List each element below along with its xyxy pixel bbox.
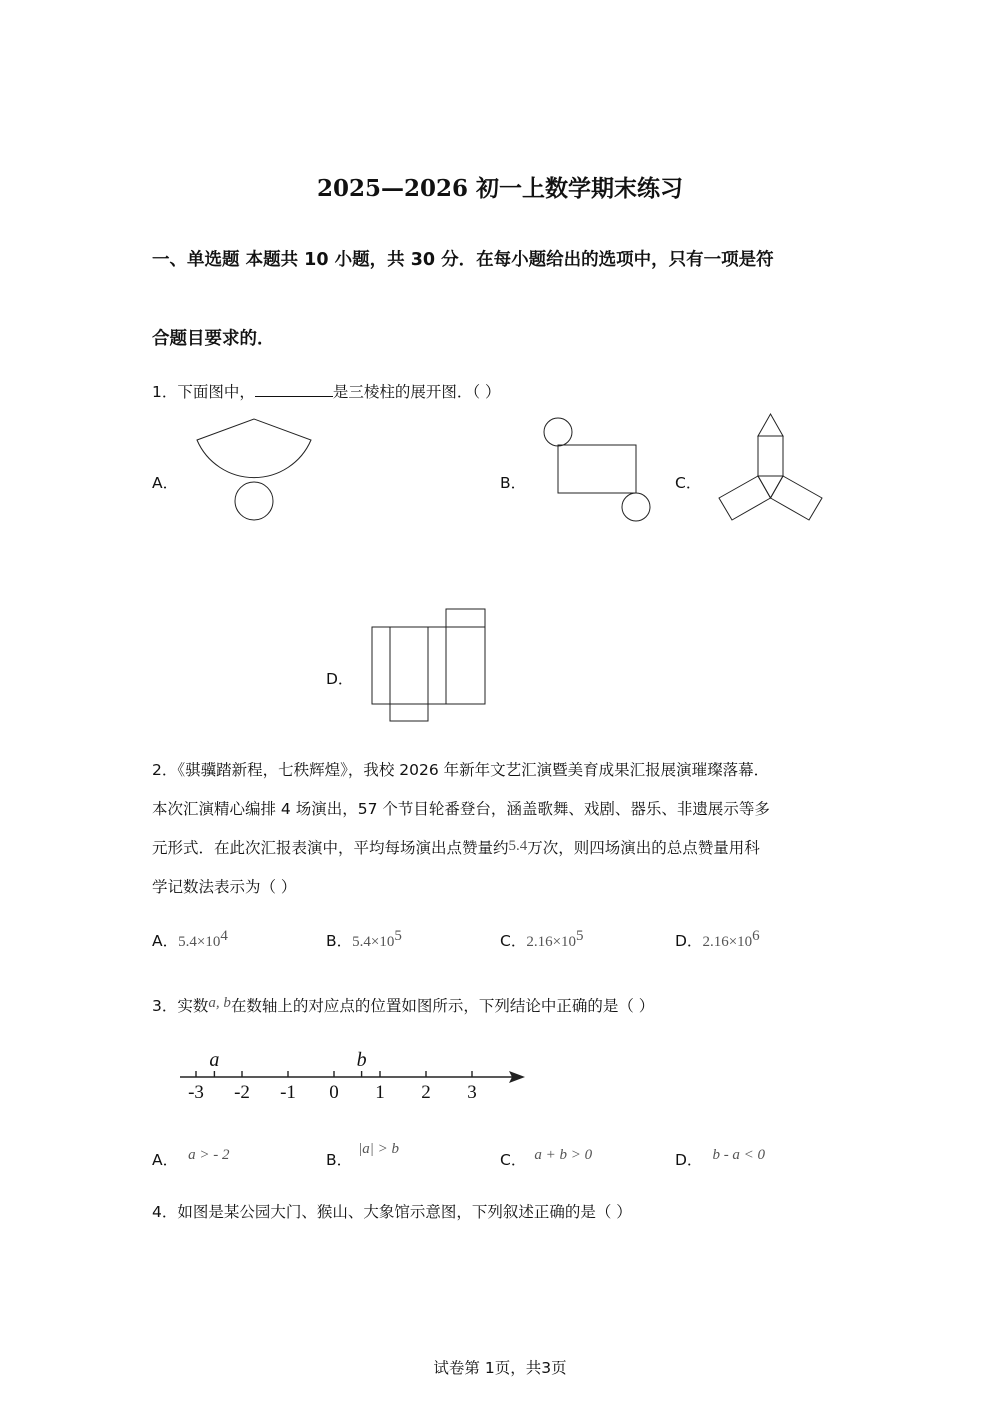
q2-option-b [326,928,402,951]
q2-average-likes: 5.4 [508,838,528,854]
q2-option-d-exp: 6 [752,928,760,944]
number-line-point-a-label: a [209,1049,220,1071]
q2-option-a-base: 5.4×10 [178,934,221,951]
q2-option-c-label: C． [500,932,527,951]
net-triangle-center [758,476,783,498]
q2-option-a [152,928,228,951]
q2-option-c-base: 2.16×10 [526,934,577,951]
question-3-stem [152,994,654,1016]
q1-option-b-figure [540,415,660,525]
prism-net-bottom-rect [390,704,428,721]
number-line-tick-label: -3 [188,1082,204,1103]
question-2-line2: 本次汇演精心编排 4 场演出，57 个节目轮番登台，涵盖歌舞、戏剧、器乐、非遗展示等多 [152,800,770,818]
cone-sector-shape [197,419,311,478]
q3-option-b [326,1141,400,1170]
page-title: 2025—2026 初一上数学期末练习 [316,175,684,202]
q3-option-a [152,1148,229,1170]
q2-option-d-label: D． [675,932,703,951]
question-2-line4: 学记数法表示为（ ） [152,878,297,896]
net-triangle-top [758,414,783,436]
cone-base-circle [235,482,273,520]
q3-stem-after: 在数轴上的对应点的位置如图所示，下列结论中正确的是（ ） [230,997,655,1015]
cylinder-side-rect [558,445,636,493]
q2-option-d-base: 2.16×10 [702,934,753,951]
q3-option-a-label: A． [152,1151,179,1169]
number-line-tick-label: -2 [234,1082,250,1103]
q3-stem-vars: a, b [208,995,231,1011]
q2-option-b-base: 5.4×10 [352,934,395,951]
section-heading-line1: 一、单选题 本题共 10 小题，共 30 分．在每小题给出的选项中，只有一项是符 [152,250,774,270]
question-1-stem [152,380,501,402]
net-rect-left [719,476,771,520]
q3-option-d-expr: b - a < 0 [712,1147,766,1163]
q1-option-b-label: B． [500,474,527,492]
q2-option-b-exp: 5 [394,928,402,944]
q2-option-c [500,928,584,951]
number-line-figure [170,1040,540,1110]
q1-stem-after: 是三棱柱的展开图．（ ） [332,383,501,401]
q3-option-c-expr: a + b > 0 [534,1147,593,1163]
net-rect-right [771,476,823,520]
q1-answer-blank [255,382,333,397]
q1-option-a-figure [190,415,320,525]
q3-option-b-label: B． [326,1151,353,1169]
question-2-line3 [152,836,760,858]
q1-option-d-figure [370,608,490,724]
number-line-tick-label: 2 [421,1082,431,1103]
q2-option-b-label: B． [326,932,353,951]
q1-option-c-figure [715,410,825,525]
q3-option-c [500,1148,592,1170]
net-rect-top [758,436,783,476]
number-line-point-b-label: b [356,1049,367,1071]
q3-option-c-label: C． [500,1151,527,1169]
question-4-stem: 4．如图是某公园大门、猴山、大象馆示意图，下列叙述正确的是（ ） [152,1203,632,1221]
number-line-tick-label: 0 [329,1082,339,1103]
q2-option-c-exp: 5 [576,928,584,944]
cylinder-bottom-circle [622,493,650,521]
page-footer: 试卷第 1页，共3页 [433,1359,567,1377]
q2-option-a-label: A． [152,932,179,951]
q1-option-c-label: C． [675,474,702,492]
number-line-tick-label: -1 [280,1082,296,1103]
q2-option-a-exp: 4 [220,928,228,944]
number-line-tick-label: 3 [467,1082,477,1103]
cylinder-top-circle [544,418,572,446]
q3-option-a-expr: a > - 2 [188,1147,230,1163]
q3-option-d-label: D． [675,1151,703,1169]
number-line-tick-label: 1 [375,1082,385,1103]
q1-stem-before: 1．下面图中， [152,383,255,401]
q3-stem-before: 3．实数 [152,997,209,1015]
q3-option-b-expr: |a| > b [358,1141,400,1157]
q1-option-d-label: D． [326,670,354,688]
question-2-line1: 2．《骐骥踏新程，七秩辉煌》，我校 2026 年新年文艺汇演暨美育成果汇报展演璀璨落幕． [152,761,770,779]
prism-net-top-rect [446,609,485,627]
q2-line3-before: 元形式．在此次汇报表演中，平均每场演出点赞量约 [152,839,509,857]
q2-line3-after: 万次，则四场演出的总点赞量用科 [527,839,760,857]
q2-option-d [675,928,760,951]
q3-option-d [675,1148,765,1170]
section-heading-line2: 合题目要求的． [152,329,275,349]
q1-option-a-label: A． [152,474,179,492]
